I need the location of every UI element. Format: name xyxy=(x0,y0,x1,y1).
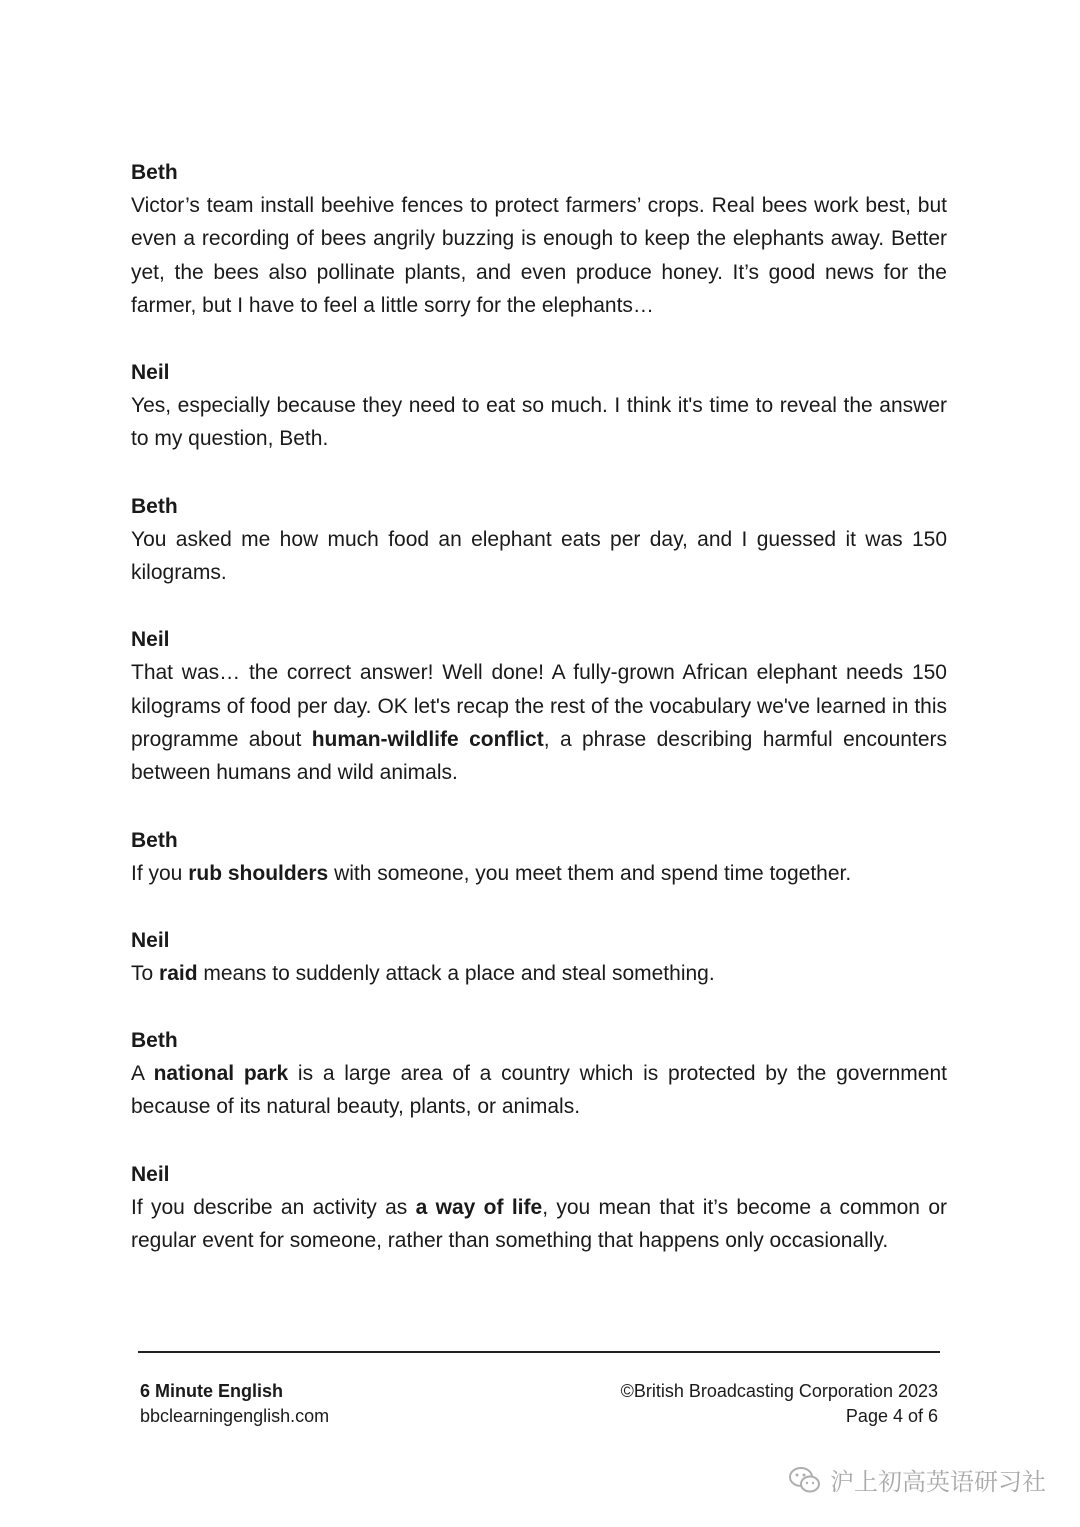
vocabulary-term: raid xyxy=(159,961,198,985)
speaker-name: Neil xyxy=(131,628,170,652)
speech-text xyxy=(131,389,947,456)
speech-text xyxy=(131,523,947,590)
speech-text xyxy=(131,656,947,789)
speech-text xyxy=(131,1191,947,1258)
dialogue-turn xyxy=(131,156,947,322)
text-segment: , you mean that it’s become a common or regular event for someone, rather than something that happens only occasionally. xyxy=(131,1195,947,1253)
dialogue-turn xyxy=(131,356,947,456)
copyright-text: ©British Broadcasting Corporation 2023 xyxy=(620,1381,938,1401)
text-segment: is a large area of a country which is protected by the government because of its natural beauty, plants, or animals. xyxy=(131,1062,947,1119)
text-segment: That was… the correct answer! Well done! A fully-grown African elephant needs 150 kilograms of food per day. OK let's recap the rest of the vocabulary we've learned in this programme about xyxy=(131,661,947,751)
speech-text xyxy=(131,1057,947,1124)
dialogue-turn xyxy=(131,490,947,590)
speech-text xyxy=(131,857,947,890)
speaker-name: Neil xyxy=(131,928,170,952)
text-segment: , a phrase describing harmful encounters between humans and wild animals. xyxy=(131,727,947,785)
speaker-name: Beth xyxy=(131,161,178,184)
text-segment: You asked me how much food an elephant eats per day, and I guessed it was 150 kilograms. xyxy=(131,527,947,585)
text-segment: A xyxy=(131,1062,154,1086)
dialogue-turn xyxy=(131,1158,947,1258)
text-segment: Victor’s team install beehive fences to protect farmers’ crops. Real bees work best, but even a recording of bees angrily buzzing is enough to keep the elephants away. Better yet, the bees also pollinate plants, and even produce honey. It’s good news for the farmer, but I have to feel a little sorry for the elephants… xyxy=(131,194,947,317)
speaker-name: Neil xyxy=(131,361,170,385)
watermark-text: 沪上初高英语研习社 xyxy=(830,1468,1046,1496)
watermark xyxy=(788,1462,1046,1497)
dialogue-turn xyxy=(131,824,947,890)
vocabulary-term: rub shoulders xyxy=(188,861,329,885)
vocabulary-term: national park xyxy=(153,1062,289,1086)
dialogue xyxy=(131,156,947,1291)
footer-right xyxy=(621,1379,938,1429)
text-segment: To xyxy=(131,961,160,985)
footer-left xyxy=(140,1379,329,1429)
speaker-name: Beth xyxy=(131,494,178,518)
speaker-name: Neil xyxy=(131,1162,170,1186)
vocabulary-term: a way of life xyxy=(415,1195,543,1219)
page-number: Page 4 of 6 xyxy=(845,1406,938,1426)
text-segment: If you describe an activity as xyxy=(131,1195,416,1219)
speaker-name: Beth xyxy=(131,828,178,852)
dialogue-turn xyxy=(131,924,947,990)
text-segment: Yes, especially because they need to eat so much. I think it's time to reveal the answer to my question, Beth. xyxy=(131,394,947,451)
dialogue-turn xyxy=(131,1024,947,1124)
series-title: 6 Minute English xyxy=(140,1381,284,1401)
vocabulary-term: human-wildlife conflict xyxy=(311,727,544,751)
wechat-icon xyxy=(788,1465,822,1495)
text-segment: with someone, you meet them and spend time together. xyxy=(328,861,852,885)
speech-text xyxy=(131,189,947,322)
website-text: bbclearningenglish.com xyxy=(140,1406,330,1426)
text-segment: If you xyxy=(131,861,189,885)
footer-divider xyxy=(138,1351,940,1353)
dialogue-turn xyxy=(131,623,947,789)
speaker-name: Beth xyxy=(131,1029,178,1053)
text-segment: means to suddenly attack a place and steal something. xyxy=(197,961,715,985)
speech-text xyxy=(131,957,947,990)
